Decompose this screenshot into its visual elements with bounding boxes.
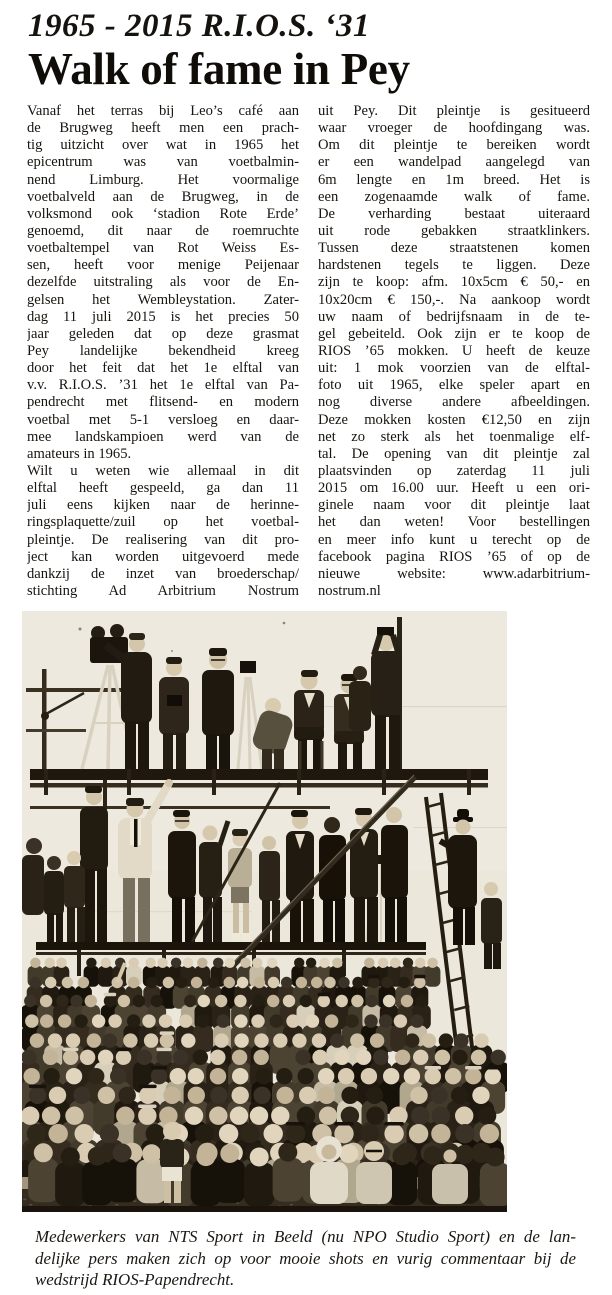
- text-line: Deze mokken kosten €12,50 en zijn: [318, 411, 590, 428]
- text-line: waar vroeger de hoofdingang was.: [318, 120, 590, 137]
- text-line: De verharding bestaat uiteraard: [318, 205, 590, 222]
- article-body: [27, 103, 590, 600]
- text-line: ginele naam voor dit pleintje laat: [318, 497, 590, 514]
- text-line: tal. De opening van dit pleintje zal: [318, 445, 590, 462]
- text-line: Wilt u weten wie allemaal in dit: [27, 462, 299, 479]
- article-kicker: 1965 - 2015 R.I.O.S. ‘31: [28, 8, 371, 44]
- text-line: voetbaltempel van Rot Weiss Es-: [27, 240, 299, 257]
- text-line: dag 11 juli 2015 is het precies 50: [27, 308, 299, 325]
- text-line: uit: 1 mok voorzien van de elftal-: [318, 360, 590, 377]
- text-line: amateurs in 1965.: [27, 445, 132, 462]
- text-line: elftal heeft gespeeld, ga dan 11: [27, 480, 299, 497]
- text-line: epicentrum was van voetbalmin-: [27, 154, 299, 171]
- text-column-right: [318, 103, 590, 600]
- text-line: voetbal met 5-1 versloeg en daar-: [27, 411, 299, 428]
- photo-caption: [35, 1226, 576, 1291]
- text-line: Pey landelijke bekendheid kreeg: [27, 342, 299, 359]
- text-line: gelsen het Wembleystation. Zater-: [27, 291, 299, 308]
- text-line: een zogenaamde walk of fame.: [318, 188, 590, 205]
- text-line: dankzij de inzet van broederschap/: [27, 565, 299, 582]
- text-line: 6m lengte en 1m breed. Het is: [318, 171, 590, 188]
- text-line: voetbalveld aan de Brugweg, in de: [27, 188, 299, 205]
- text-line: hardstenen tegels te liggen. Deze: [318, 257, 590, 274]
- text-line: pendrecht met flitsend- en modern: [27, 394, 299, 411]
- text-line: v.v. R.I.O.S. ’31 het 1e elftal van Pa-: [27, 377, 299, 394]
- text-line: nend Limburg. Het voormalige: [27, 171, 299, 188]
- text-line: plaatsvinden op zaterdag 11 juli: [318, 462, 590, 479]
- text-line: uit Pey. Dit pleintje is gesitueerd: [318, 103, 590, 119]
- article-photo: [22, 611, 507, 1212]
- text-line: mee landskampioen werd van de: [27, 428, 299, 445]
- text-line: Tussen deze straatstenen komen: [318, 240, 590, 257]
- text-line: genoemd, dit naar de roemruchte: [27, 222, 299, 239]
- historical-photo-illustration: [22, 611, 507, 1212]
- text-line: 10x20cm € 150,-. Na aankoop wordt: [318, 291, 590, 308]
- text-line: en meer info kunt u terecht op de: [318, 531, 590, 548]
- text-line: delijke pers maken zich op voor mooie shots en vurig commentaar bij de: [35, 1248, 576, 1268]
- text-column-left: [27, 103, 299, 600]
- article-headline: Walk of fame in Pey: [28, 44, 410, 94]
- text-line: sen, heeft voor menige Peijenaar: [27, 257, 299, 274]
- text-line: er een wandelpad aangelegd van: [318, 154, 590, 171]
- text-line: tig uitzicht over wat in 1965 het: [27, 137, 299, 154]
- text-line: stichting Ad Arbitrium Nostrum: [27, 582, 299, 599]
- text-line: Vanaf het terras bij Leo’s café aan: [27, 103, 299, 119]
- text-line: 2015 om 16.00 uur. Heeft u een ori-: [318, 480, 590, 497]
- text-line: uit rode gebakken straatklinkers.: [318, 222, 590, 239]
- text-line: volksmond ook ‘stadion Rote Erde’: [27, 205, 299, 222]
- text-line: dezelfde uitstraling als voor de En-: [27, 274, 299, 291]
- text-line: ringsplaquette/zuil op het voetbal-: [27, 514, 299, 531]
- text-line: foto uit 1965, elke speler apart en: [318, 377, 590, 394]
- text-line: Om dit pleintje te bereiken wordt: [318, 137, 590, 154]
- text-line: gel gebeiteld. Ook zijn er te koop de: [318, 325, 590, 342]
- text-line: door het feit dat het 1e elftal van: [27, 360, 299, 377]
- text-line: juli eens kijken naar de herinne-: [27, 497, 299, 514]
- text-line: uw naam of bedrijfsnaam in de te-: [318, 308, 590, 325]
- text-line: nog diverse andere afbeeldingen.: [318, 394, 590, 411]
- text-line: jaar geleden dat op deze grasmat: [27, 325, 299, 342]
- text-line: pleintje. De realisering van dit pro-: [27, 531, 299, 548]
- text-line: zijn te koop: afm. 10x5cm € 50,- en: [318, 274, 590, 291]
- text-line: de Brugweg heeft men een prach-: [27, 120, 299, 137]
- text-line: nieuwe website: www.adarbitrium-: [318, 565, 590, 582]
- text-line: RIOS ’65 mokken. U heeft de keuze: [318, 342, 590, 359]
- text-line: net zo sterk als het toenmalige elf-: [318, 428, 590, 445]
- text-line: Medewerkers van NTS Sport in Beeld (nu NPO Studio Sport) en de lan-: [35, 1227, 576, 1246]
- text-line: nostrum.nl: [318, 582, 381, 599]
- text-line: het dan weten! Voor bestellingen: [318, 514, 590, 531]
- text-line: wedstrijd RIOS-Papendrecht.: [35, 1270, 235, 1290]
- text-line: ject kan worden uitgevoerd mede: [27, 548, 299, 565]
- text-line: facebook pagina RIOS ’65 of op de: [318, 548, 590, 565]
